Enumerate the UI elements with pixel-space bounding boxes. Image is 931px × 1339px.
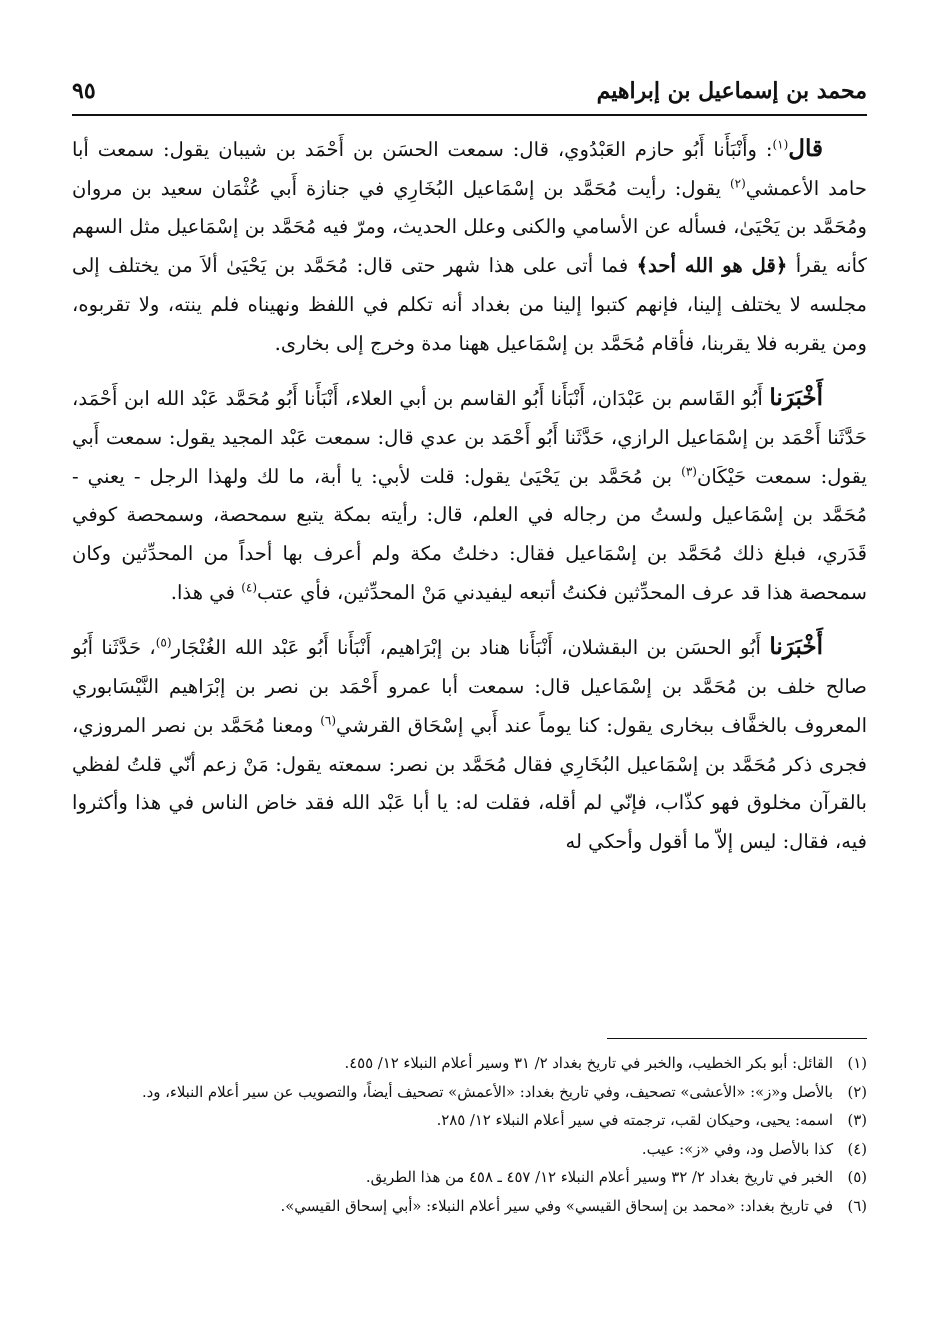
footnote-number: (٣) xyxy=(847,1112,867,1129)
running-title: محمد بن إسماعيل بن إبراهيم xyxy=(596,78,867,104)
paragraph-lead: قال xyxy=(788,135,824,162)
paragraph-text: : وأَنْبَأَنا أَبُو حازم العَبْدُوي، قال: سمعت الحسَن بن أَحْمَد بن شيبان يقول: سمعت أبا حامد الأعمشي xyxy=(72,138,867,200)
paragraph-lead: أَخْبَرَنا xyxy=(769,633,823,661)
footnote xyxy=(72,1193,867,1222)
paragraph-text: ، حَدَّثَنا أَبُو صالح خلف بن مُحَمَّد بن إسْمَاعيل قال: سمعت أبا عمرو أَحْمَد بن نصر بن إبْرَاهيم النَّيْسَابوري المعروف بالخفَّاف ببخارى يقول: كنا يوماً عند أَبي إسْحَاق القرشي xyxy=(72,636,868,737)
footnote-number: (٥) xyxy=(847,1169,867,1186)
paragraph-text: فما أتى على هذا شهر حتى قال: مُحَمَّد بن يَحْيَىٰ ألاَ من يختلف إلى مجلسه لا يختلف إلينا، فإنهم كتبوا إلينا من بغداد أنه تكلم في اللفظ ونهيناه فلم ينته، ولا تقربوه، ومن يقربه فلا يقربنا، فأقام مُحَمَّد بن إسْمَاعيل ههنا مدة وخرج إلى بخارى. xyxy=(72,254,867,355)
paragraph-text: بن مُحَمَّد بن يَحْيَىٰ يقول: قلت لأبي: يا أبة، ما لك ولهذا الرجل - يعني - مُحَمَّد بن إسْمَاعيل ولستُ من رجاله في العلم، قال: رأيته بمكة يتبع سمحصة، وسمحصة كوفي قَدَري، فبلغ ذلك مُحَمَّد بن إسْمَاعيل فقال: دخلتُ مكة ولم أعرف بها أحداً من المحدِّثين وكان سمحصة هذا قد عرف المحدِّثين فكنتُ أتبعه ليفيدني مَنْ المحدِّثين، فأي عتب xyxy=(72,464,867,604)
page-number: ٩٥ xyxy=(72,78,96,104)
footnote-ref[interactable]: (١) xyxy=(772,137,789,152)
main-text xyxy=(72,130,867,862)
footnote-text: كذا بالأصل ود، وفي «ز»: عيب. xyxy=(641,1140,833,1158)
paragraph-text: أَبُو القَاسم بن عَبْدَان، أَنْبَأَنا أَبُو القاسم بن أبي العلاء، أَنْبَأَنا أَبُو مُحَمَّد عَبْد الله ابن أَحْمَد، حَدَّثَنا أَحْمَد بن إسْمَاعيل الرازي، حَدَّثَنا أَبُو أَحْمَد بن عدي قال: سمعت عَبْد المجيد يقول: سمعت أَبي يقول: سمعت حَيْكَان xyxy=(72,387,867,488)
footnote-text: القائل: أبو بكر الخطيب، والخبر في تاريخ بغداد ٢/ ٣١ وسير أعلام النبلاء ١٢/ ٤٥٥. xyxy=(344,1055,833,1072)
paragraph-3 xyxy=(72,628,867,861)
footnote-divider xyxy=(607,1038,867,1039)
paragraph-lead: أَخْبَرَنا xyxy=(769,384,823,412)
footnote-ref[interactable]: (٥) xyxy=(155,635,172,650)
footnote-number: (١) xyxy=(847,1055,867,1072)
footnote-ref[interactable]: (٤) xyxy=(241,580,258,595)
quran-quote: ﴿قل هو الله أحد﴾ xyxy=(636,254,788,278)
footnote-text: في تاريخ بغداد: «محمد بن إسحاق القيسي» وفي سير أعلام النبلاء: «أبي إسحاق القيسي». xyxy=(280,1197,833,1215)
footnote-number: (٢) xyxy=(847,1083,867,1101)
footnote xyxy=(72,1164,867,1193)
page-header xyxy=(72,60,867,116)
paragraph-text: يقول: رأيت مُحَمَّد بن إسْمَاعيل البُخَارِي في جنازة أَبي عُثْمَان سعيد بن مروان ومُحَمَّد بن يَحْيَىٰ، فسأله عن الأسامي والكنى وعلل الحديث، ومرّ فيه مُحَمَّد بن إسْمَاعيل مثل السهم كأنه يقرأ xyxy=(72,176,867,278)
paragraph-2 xyxy=(72,379,867,612)
footnote-ref[interactable]: (٣) xyxy=(681,464,697,479)
paragraph-1 xyxy=(72,130,867,363)
footnote xyxy=(72,1136,867,1165)
footnote xyxy=(72,1079,867,1108)
footnote-text: بالأصل و«ز»: «الأعشى» تصحيف، وفي تاريخ بغداد: «الأعمش» تصحيف أيضاً، والتصويب عن سير أعلام النبلاء، ود. xyxy=(141,1083,833,1101)
footnote-number: (٤) xyxy=(847,1140,867,1158)
footnotes xyxy=(72,1050,867,1221)
footnote-text: اسمه: يحيى، وحيكان لقب، ترجمته في سير أعلام النبلاء ١٢/ ٢٨٥. xyxy=(436,1112,833,1129)
paragraph-text: أَبُو الحسَن بن البقشلان، أَنْبَأَنا هناد بن إبْرَاهيم، أَنْبَأَنا أَبُو عَبْد الله الغُنْجَار xyxy=(171,636,770,660)
footnote-text: الخبر في تاريخ بغداد ٢/ ٣٢ وسير أعلام النبلاء ١٢/ ٤٥٧ ـ ٤٥٨ من هذا الطريق. xyxy=(365,1169,833,1186)
footnote xyxy=(72,1050,867,1079)
paragraph-text: ومعنا مُحَمَّد بن نصر المروزي، فجرى ذكر مُحَمَّد بن إسْمَاعيل البُخَارِي فقال مُحَمَّد بن نصر: سمعته يقول: مَنْ زعم أنّي قلتُ لفظي بالقرآن مخلوق فهو كذّاب، فإنّي لم أقله، فقلت له: يا أبا عَبْد الله فقد خاض الناس في هذا وأكثروا فيه، فقال: ليس إلاّ ما أقول وأحكي له xyxy=(72,713,867,853)
footnote-ref[interactable]: (٢) xyxy=(729,176,746,191)
paragraph-text: في هذا. xyxy=(170,580,242,604)
footnote xyxy=(72,1107,867,1136)
footnote-number: (٦) xyxy=(847,1197,867,1215)
footnote-ref[interactable]: (٦) xyxy=(320,713,337,728)
